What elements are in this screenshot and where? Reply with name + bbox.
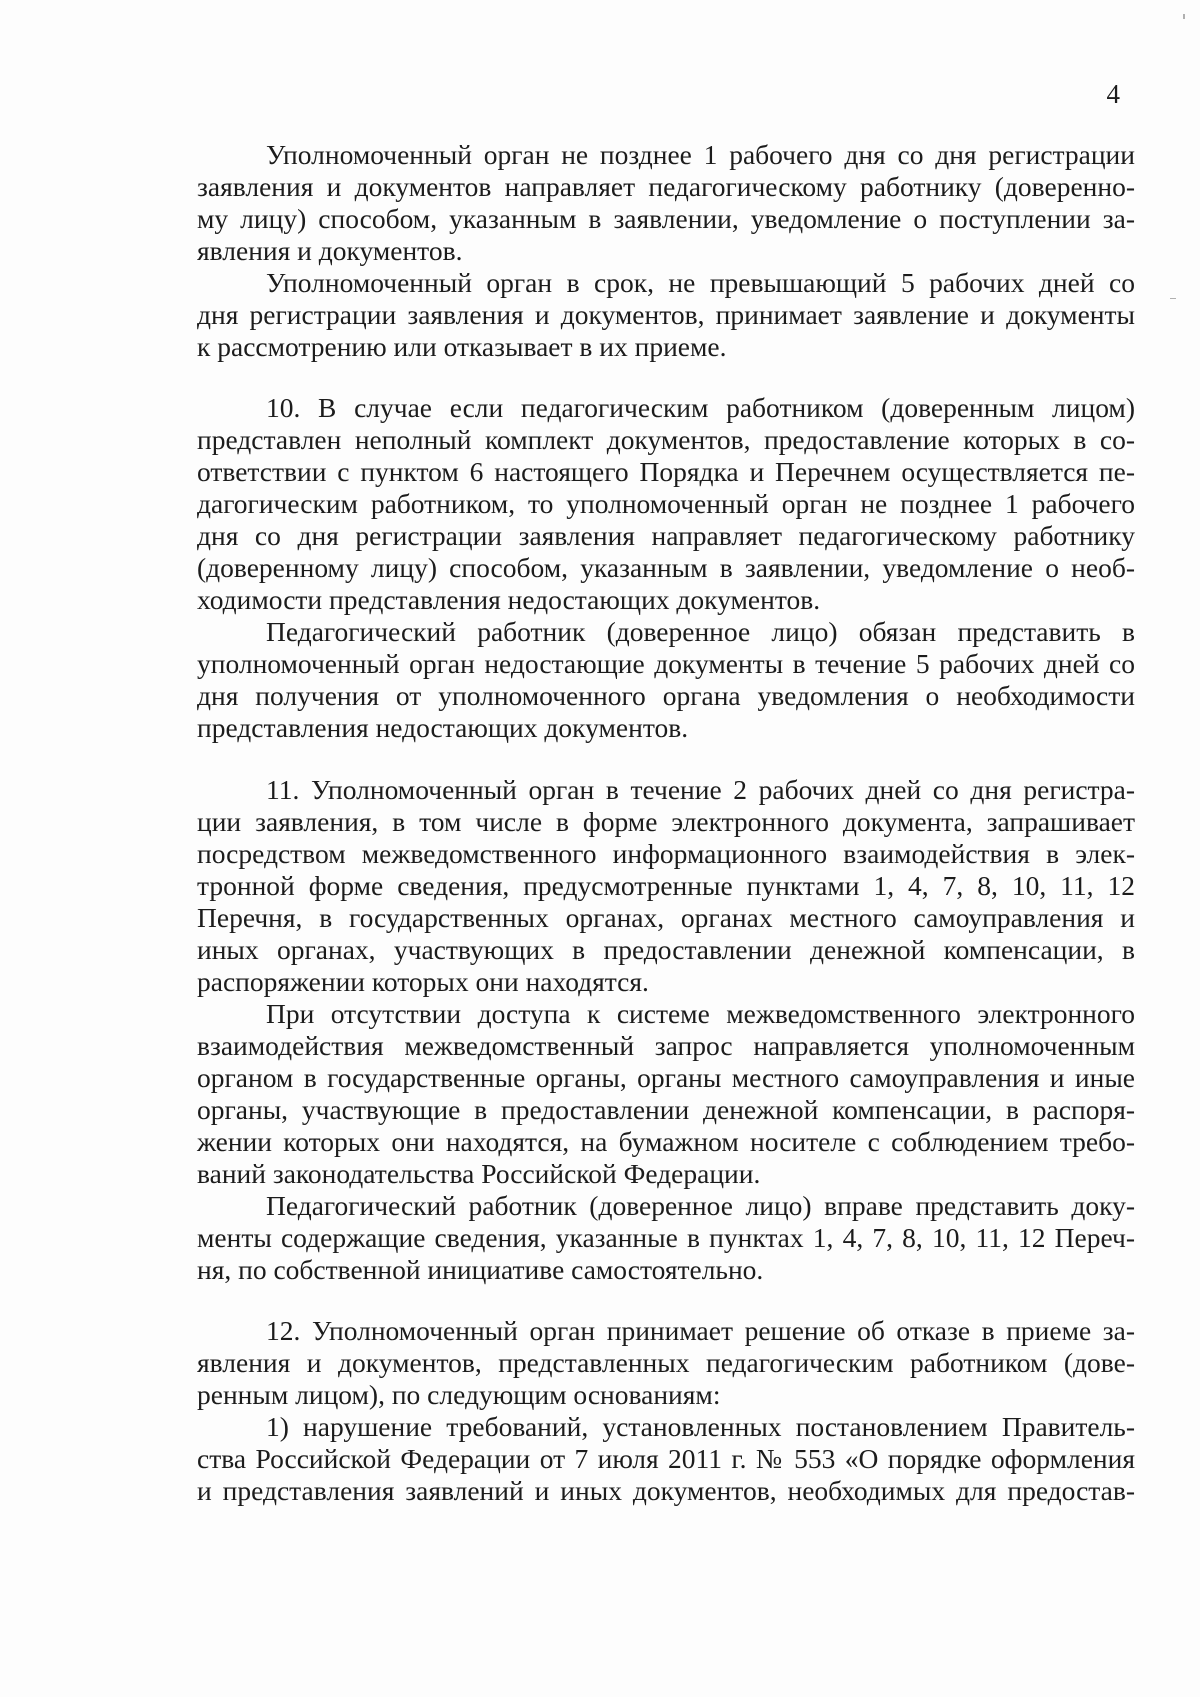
text-line: взаимодействия межведомственный запрос направляется уполномоченным xyxy=(197,1030,1135,1061)
text-line: посредством межведомственного информационного взаимодействия в элек- xyxy=(197,838,1135,869)
text-line: 11. Уполномоченный орган в течение 2 рабочих дней со дня регистра- xyxy=(266,774,1135,805)
text-line: представления недостающих документов. xyxy=(197,712,689,743)
text-line: Педагогический работник (доверенное лицо) обязан представить в xyxy=(266,616,1135,647)
text-line: ства Российской Федерации от 7 июля 2011 г. № 553 «О порядке оформления xyxy=(197,1443,1135,1474)
text-line: ответствии с пунктом 6 настоящего Порядка и Перечнем осуществляется пе- xyxy=(197,456,1135,487)
text-line: тронной форме сведения, предусмотренные пунктами 1, 4, 7, 8, 10, 11, 12 xyxy=(197,870,1135,901)
text-line: органом в государственные органы, органы местного самоуправления и иные xyxy=(197,1062,1135,1093)
text-line: распоряжении которых они находятся. xyxy=(197,966,649,997)
scan-mark xyxy=(1183,14,1185,19)
text-line: дня со дня регистрации заявления направляет педагогическому работнику xyxy=(197,520,1135,551)
text-line: ции заявления, в том числе в форме электронного документа, запрашивает xyxy=(197,806,1135,837)
text-line: к рассмотрению или отказывает в их приеме. xyxy=(197,331,727,362)
text-line: и представления заявлений и иных документов, необходимых для предостав- xyxy=(197,1475,1135,1506)
text-line: заявления и документов направляет педагогическому работнику (доверенно- xyxy=(197,171,1135,202)
text-line: ня, по собственной инициативе самостоятельно. xyxy=(197,1254,764,1285)
text-line: ходимости представления недостающих документов. xyxy=(197,584,821,615)
text-line: Уполномоченный орган не позднее 1 рабочего дня со дня регистрации xyxy=(266,139,1135,170)
text-line: ваний законодательства Российской Федерации. xyxy=(197,1158,761,1189)
text-line: 10. В случае если педагогическим работником (доверенным лицом) xyxy=(266,392,1135,423)
text-line: При отсутствии доступа к системе межведомственного электронного xyxy=(266,998,1135,1029)
text-line: дня регистрации заявления и документов, принимает заявление и документы xyxy=(197,299,1135,330)
text-line: дня получения от уполномоченного органа уведомления о необходимости xyxy=(197,680,1135,711)
text-line: Педагогический работник (доверенное лицо) вправе представить доку- xyxy=(266,1190,1135,1221)
text-line: Уполномоченный орган в срок, не превышающий 5 рабочих дней со xyxy=(266,267,1135,298)
text-line: органы, участвующие в предоставлении денежной компенсации, в распоря- xyxy=(197,1094,1135,1125)
text-line: явления и документов, представленных педагогическим работником (дове- xyxy=(197,1347,1135,1378)
text-line: Перечня, в государственных органах, органах местного самоуправления и xyxy=(197,902,1135,933)
text-line: ренным лицом), по следующим основаниям: xyxy=(197,1379,721,1410)
text-line: дагогическим работником, то уполномоченный орган не позднее 1 рабочего xyxy=(197,488,1135,519)
scan-mark xyxy=(1170,298,1176,299)
text-line: явления и документов. xyxy=(197,235,463,266)
text-line: 1) нарушение требований, установленных постановлением Правитель- xyxy=(266,1411,1135,1442)
text-line: (доверенному лицу) способом, указанным в заявлении, уведомление о необ- xyxy=(197,552,1135,583)
text-line: представлен неполный комплект документов, предоставление которых в со- xyxy=(197,424,1135,455)
text-line: жении которых они находятся, на бумажном носителе с соблюдением требо- xyxy=(197,1126,1135,1157)
text-line: му лицу) способом, указанным в заявлении, уведомление о поступлении за- xyxy=(197,203,1135,234)
page-number: 4 xyxy=(1106,79,1120,109)
text-line: 12. Уполномоченный орган принимает решение об отказе в приеме за- xyxy=(266,1315,1135,1346)
text-line: уполномоченный орган недостающие документы в течение 5 рабочих дней со xyxy=(197,648,1135,679)
text-line: иных органах, участвующих в предоставлении денежной компенсации, в xyxy=(197,934,1135,965)
text-line: менты содержащие сведения, указанные в пунктах 1, 4, 7, 8, 10, 11, 12 Переч- xyxy=(197,1222,1135,1253)
